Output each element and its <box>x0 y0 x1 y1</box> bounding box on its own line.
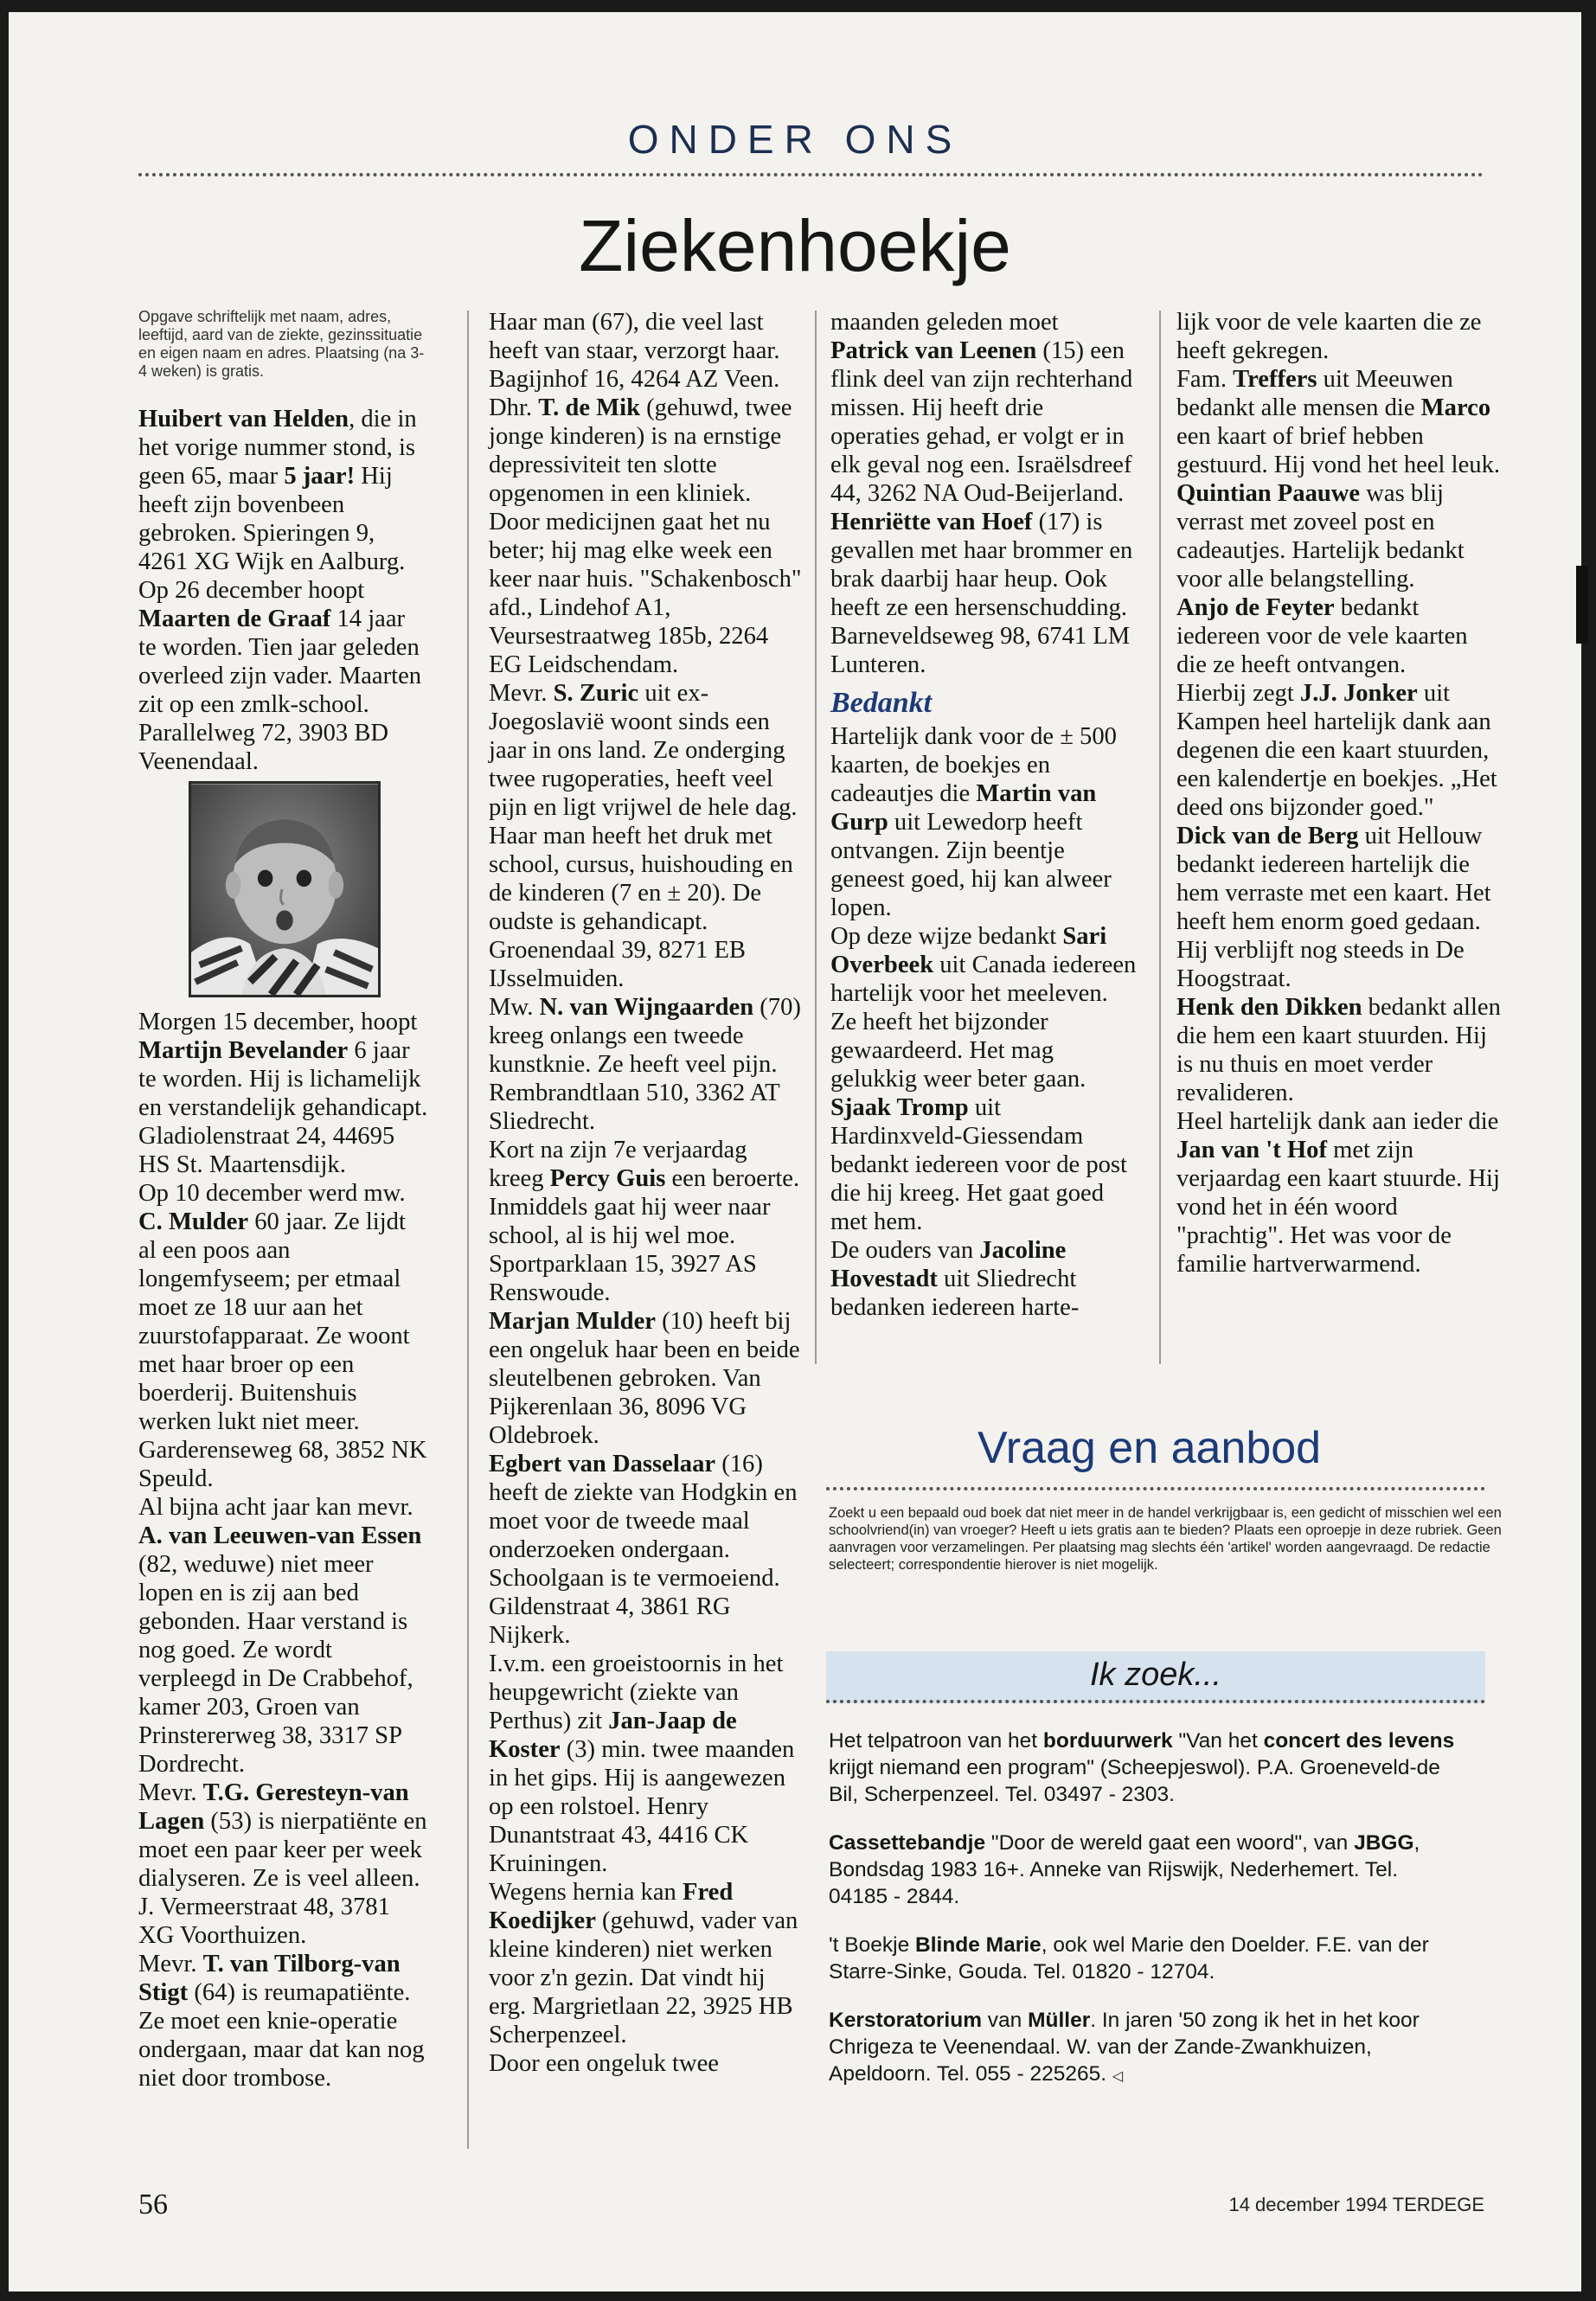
notice: Marjan Mulder (10) heeft bij een ongeluk haar been en beide sleutelbenen gebroken. Van Pijkerenlaan 36, 8096 VG Oldebroek. <box>489 1308 800 1449</box>
column-2 <box>489 308 804 2078</box>
thanks-notice: Quintian Paauwe was blij verrast met zoveel post en cadeautjes. Hartelijk bedankt voor alle belangstelling. <box>1176 480 1465 593</box>
page-number: 56 <box>138 2189 168 2221</box>
notice: Door een ongeluk twee <box>489 2050 719 2077</box>
classified-ad: 't Boekje Blinde Marie, ook wel Marie den Doelder. F.E. van der Starre-Sinke, Gouda. Tel. 01820 - 12704. <box>829 1933 1429 1984</box>
thanks-notice: lijk voor de vele kaarten die ze heeft gekregen. <box>1176 309 1482 364</box>
notice: Kort na zijn 7e verjaardag kreeg Percy Guis een beroerte. Inmiddels gaat hij weer naar school, al is hij wel moe. Sportparklaan 15, 3927 AS Renswoude. <box>489 1137 800 1306</box>
column-divider <box>467 311 469 2149</box>
column-divider <box>815 311 817 1364</box>
notice: Mw. N. van Wijngaarden (70) kreeg onlangs een tweede kunstknie. Ze heeft veel pijn. Rembrandtlaan 510, 3362 AT Sliedrecht. <box>489 994 801 1135</box>
header-dotted-rule <box>138 173 1484 176</box>
notice: Mevr. S. Zuric uit ex-Joegoslavië woont sinds een jaar in ons land. Ze onderging twee rugoperaties, heeft veel pijn en ligt vrijwel de hele dag. Haar man heeft het druk met school, cursus, huishouding en de kinderen (7 en ± 20). De oudste is gehandicapt. Groenendaal 39, 8271 EB IJsselmuiden. <box>489 680 798 992</box>
column-1 <box>138 308 428 2093</box>
issue-date: 14 december 1994 TERDEGE <box>1228 2194 1484 2215</box>
ik-zoek-label: Ik zoek... <box>1089 1657 1222 1693</box>
notice: Haar man (67), die veel last heeft van staar, verzorgt haar. Bagijnhof 16, 4264 AZ Veen. <box>489 309 780 393</box>
notice: I.v.m. een groeistoornis in het heupgewricht (ziekte van Perthus) zit Jan-Jaap de Koster (3) min. twee maanden in het gips. Hij is aangewezen op een rolstoel. Henry Dunantstraat 43, 4416 CK Kruiningen. <box>489 1650 795 1877</box>
vraag-aanbod-dotted-rule <box>826 1487 1485 1490</box>
child-portrait-icon <box>191 784 378 995</box>
notice: Dhr. T. de Mik (gehuwd, twee jonge kinderen) is na ernstige depressiviteit ten slotte opgenomen in een kliniek. Door medicijnen gaat het nu beter; hij mag elke week een keer naar huis. "Schakenbosch" afd., Lindehof A1, Veursestraatweg 185b, 2264 EG Leidschendam. <box>489 394 802 678</box>
notice: maanden geleden moet Patrick van Leenen (15) een flink deel van zijn rechterhand missen. Hij heeft drie operaties gehad, er volgt er in elk geval nog een. Israëlsdreef 44, 3262 NA Oud-Beijerland. <box>830 309 1133 507</box>
vraag-aanbod-intro-text: Zoekt u een bepaald oud boek dat niet meer in de handel verkrijgbaar is, een gedicht of misschien wel een schoolvriend(in) van vroeger? Heeft u iets gratis aan te bieden? Plaats een oproepje in deze rubriek. Geen aanvragen voor verzamelingen. Per plaatsing mag slechts één 'artikel' worden aangevraagd. De redactie selecteert; correspondentie hierover is niet mogelijk. <box>829 1505 1502 1573</box>
magazine-page <box>9 12 1581 2291</box>
thanks-notice: Heel hartelijk dank aan ieder die Jan van 't Hof met zijn verjaardag een kaart stuurde. Hij vond het in één woord "prachtig". Het was voor de familie hartverwarmend. <box>1176 1108 1500 1278</box>
notice: Op 26 december hoopt Maarten de Graaf 14 jaar te worden. Tien jaar geleden overleed zijn vader. Maarten zit op een zmlk-school. Parallelweg 72, 3903 BD Veenendaal. <box>138 577 422 775</box>
vraag-aanbod-intro <box>829 1504 1503 1574</box>
section-label: ONDER ONS <box>627 117 963 162</box>
child-portrait-photo <box>189 781 381 997</box>
thanks-notice: Henk den Dikken bedankt allen die hem een kaart stuurden. Hij is nu thuis en moet verder revalideren. <box>1176 994 1501 1106</box>
notice: Egbert van Dasselaar (16) heeft de ziekte van Hodgkin en moet voor de tweede maal onderzoeken ondergaan. Schoolgaan is te vermoeiend. Gildenstraat 4, 3861 RG Nijkerk. <box>489 1451 798 1649</box>
notice: Al bijna acht jaar kan mevr. A. van Leeuwen-van Essen (82, weduwe) niet meer lopen en is zij aan bed gebonden. Haar verstand is nog goed. Ze wordt verpleegd in De Crabbehof, kamer 203, Groen van Prinstererweg 38, 3317 SP Dordrecht. <box>138 1494 422 1778</box>
thanks-notice: De ouders van Jacoline Hovestadt uit Sliedrecht bedanken iedereen harte- <box>830 1237 1080 1321</box>
vraag-aanbod-title: Vraag en aanbod <box>977 1423 1322 1473</box>
classified-ad: Het telpatroon van het borduurwerk "Van het concert des levens krijgt niemand een program" (Scheepjeswol). P.A. Groeneveld-de Bil, Scherpenzeel. Tel. 03497 - 2303. <box>829 1729 1455 1806</box>
page-title: Ziekenhoekje <box>579 205 1011 286</box>
notice: Mevr. T.G. Geresteyn-van Lagen (53) is nierpatiënte en moet een paar keer per week dialyseren. Ze is veel alleen. J. Vermeerstraat 48, 3781 XG Voorthuizen. <box>138 1779 427 1949</box>
notice: Morgen 15 december, hoopt Martijn Bevelander 6 jaar te worden. Hij is lichamelijk en verstandelijk gehandicapt. Gladiolenstraat 24, 44695 HS St. Maartensdijk. <box>138 1009 428 1178</box>
column-3 <box>830 308 1138 1322</box>
thanks-notice: Op deze wijze bedankt Sari Overbeek uit Canada iedereen hartelijk voor het meeleven. Ze heeft het bijzonder gewaardeerd. Het mag gelukkig weer beter gaan. <box>830 923 1137 1093</box>
notice: Wegens hernia kan Fred Koedijker (gehuwd, vader van kleine kinderen) niet werken voor z'n gezin. Dat vindt hij erg. Margrietlaan 22, 3925 HB Scherpenzeel. <box>489 1879 798 2048</box>
notice: Mevr. T. van Tilborg-van Stigt (64) is reumapatiënte. Ze moet een knie-operatie ondergaan, maar dat kan nog niet door trombose. <box>138 1951 425 2092</box>
classified-ad: Cassettebandje "Door de wereld gaat een woord", van JBGG, Bondsdag 1983 16+. Anneke van Rijswijk, Nederhemert. Tel. 04185 - 2844. <box>829 1831 1420 1908</box>
thanks-notice: Dick van de Berg uit Hellouw bedankt iedereen hartelijk die hem verraste met een kaart. Het heeft hem enorm goed gedaan. Hij verblijft nog steeds in De Hoogstraat. <box>1176 823 1491 992</box>
classified-ads <box>829 1727 1460 2112</box>
classified-ad: Kerstoratorium van Müller. In jaren '50 zong ik het in het koor Chrigeza te Veenendaal. W. van der Zande-Zwankhuizen, Apeldoorn. Tel. 055 - 225265. ◁ <box>829 2009 1420 2086</box>
end-triangle-icon: ◁ <box>1112 2069 1124 2084</box>
notice: Op 10 december werd mw. C. Mulder 60 jaar. Ze lijdt al een poos aan longemfyseem; per etmaal moet ze 18 uur aan het zuurstofapparaat. Ze woont met haar broer op een boerderij. Buitenshuis werken lukt niet meer. Garderenseweg 68, 3852 NK Speuld. <box>138 1180 427 1492</box>
thanks-notice: Anjo de Feyter bedankt iedereen voor de vele kaarten die ze heeft ontvangen. <box>1176 594 1468 678</box>
thanks-notice: Hierbij zegt J.J. Jonker uit Kampen heel hartelijk dank aan degenen die een kaart stuurden, een kalendertje en boekjes. „Het deed ons bijzonder goed." <box>1176 680 1497 821</box>
submission-instructions: Opgave schriftelijk met naam, adres, leeftijd, aard van de ziekte, gezinssituatie en eigen naam en adres. Plaatsing (na 3-4 weken) is gratis. <box>138 308 425 380</box>
thanks-notice: Hartelijk dank voor de ± 500 kaarten, de boekjes en cadeautjes die Martin van Gurp uit Lewedorp heeft ontvangen. Zijn beentje geneest goed, hij kan alweer lopen. <box>830 723 1117 921</box>
ik-zoek-header <box>826 1651 1485 1703</box>
notice: Henriëtte van Hoef (17) is gevallen met haar brommer en brak daarbij haar heup. Ook heeft ze een hersenschudding. Barneveldseweg 98, 6741 LM Lunteren. <box>830 509 1133 678</box>
scan-edge-mark <box>1576 566 1588 644</box>
notice: Huibert van Helden, die in het vorige nummer stond, is geen 65, maar 5 jaar! Hij heeft zijn bovenbeen gebroken. Spieringen 9, 4261 XG Wijk en Aalburg. <box>138 406 417 575</box>
thanks-notice: Fam. Treffers uit Meeuwen bedankt alle mensen die Marco een kaart of brief hebben gestuurd. Hij vond het heel leuk. <box>1176 366 1501 478</box>
column-4 <box>1176 308 1501 1279</box>
bedankt-subhead: Bedankt <box>830 687 933 719</box>
thanks-notice: Sjaak Tromp uit Hardinxveld-Giessendam bedankt iedereen voor de post die hij kreeg. Het gaat goed met hem. <box>830 1094 1127 1235</box>
column-divider <box>1159 311 1161 1364</box>
